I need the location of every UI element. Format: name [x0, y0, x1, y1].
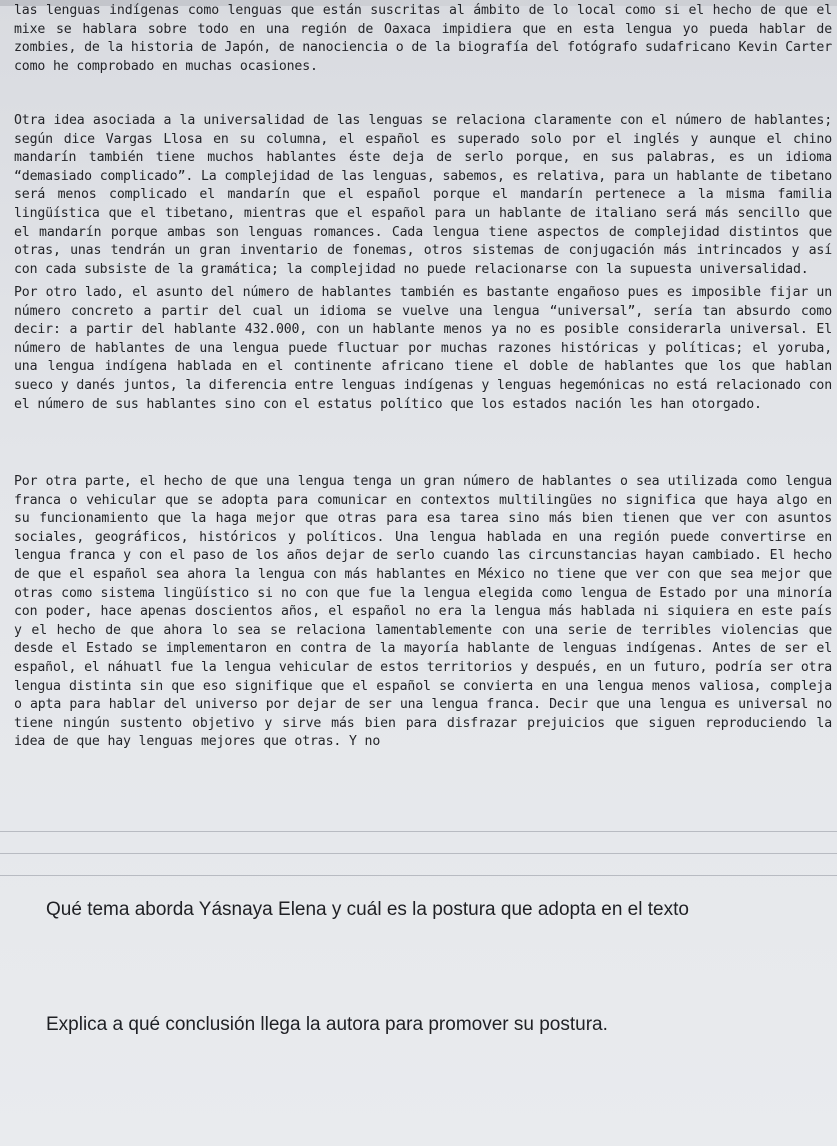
- question-2: Explica a qué conclusión llega la autora para promover su postura.: [46, 1014, 608, 1035]
- paragraph-3: Por otro lado, el asunto del número de hablantes también es bastante engañoso pues es imposible fijar un número concreto a partir del cual un idioma se vuelve una lengua “universal”, sería tan absurdo como decir: a partir del hablante 432.000, con un hablante menos ya no es posible considerarla universal. El número de hablantes de una lengua puede fluctuar por muchas razones históricas y políticas; el yoruba, una lengua indígena hablada en el continente africano tiene el doble de hablantes que los que hablan sueco y danés juntos, la diferencia entre lenguas indígenas y lenguas hegemónicas no está relacionado con el número de sus hablantes sino con el estatus político que los estados nación les han otorgado.: [14, 285, 832, 412]
- answer-line: [0, 875, 837, 876]
- answer-line: [0, 853, 837, 854]
- answer-line: [0, 831, 837, 832]
- paragraph-1: las lenguas indígenas como lenguas que están suscritas al ámbito de lo local como si el hecho de que el mixe se hablara sobre todo en una región de Oaxaca impidiera que en esta lengua yo pueda hablar de zombies, de la historia de Japón, de nanociencia o de la biografía del fotógrafo sudafricano Kevin Carter como he comprobado en muchas ocasiones.: [14, 3, 832, 74]
- question-1: Qué tema aborda Yásnaya Elena y cuál es la postura que adopta en el texto: [46, 899, 689, 920]
- paragraph-2: Otra idea asociada a la universalidad de las lenguas se relaciona claramente con el número de hablantes; según dice Vargas Llosa en su columna, el español es superado solo por el inglés y aunque el chino mandarín también tiene muchos hablantes éste deja de serlo porque, en sus palabras, es un idioma “demasiado complicado”. La complejidad de las lenguas, sabemos, es relativa, para un hablante de tibetano será menos complicado el mandarín que el español porque el mandarín pertenece a la misma familia lingüística que el tibetano, mientras que el español para un hablante de italiano será más sencillo que el mandarín porque ambas son lenguas romances. Cada lengua tiene aspectos de complejidad distintos que otras, unas tendrán un gran inventario de fonemas, otros sistemas de conjugación más intrincados y así con cada subsiste de la gramática; la complejidad no puede relacionarse con la supuesta universalidad.: [14, 113, 832, 277]
- paragraph-4: Por otra parte, el hecho de que una lengua tenga un gran número de hablantes o sea utilizada como lengua franca o vehicular que se adopta para comunicar en contextos multilingües no significa que haya algo en su funcionamiento que la haga mejor que otras para esa tarea sino más bien tienen que ver con asuntos sociales, geográficos, históricos y políticos. Una lengua hablada en una región puede convertirse en lengua franca y con el paso de los años dejar de serlo cuando las circunstancias hayan cambiado. El hecho de que el español sea ahora la lengua con más hablantes en México no tiene que ver con que sea mejor que otras como sistema lingüístico si no con que fue la lengua elegida como lengua de Estado por una minoría con poder, hace apenas doscientos años, el español no era la lengua más hablada ni siquiera en este país y el hecho de que ahora lo sea se relaciona lamentablemente con una serie de terribles violencias que desde el Estado se implementaron en contra de la mayoría hablante de lenguas indígenas. Antes de ser el español, el náhuatl fue la lengua vehicular de estos territorios y después, en un futuro, podría ser otra lengua distinta sin que eso signifique que el español se convierta en una lengua menos valiosa, compleja o apta para hablar del universo por dejar de ser una lengua franca. Decir que una lengua es universal no tiene ningún sustento objetivo y sirve más bien para disfrazar prejuicios que siguen reproduciendo la idea de que hay lenguas mejores que otras. Y no: [14, 474, 832, 750]
